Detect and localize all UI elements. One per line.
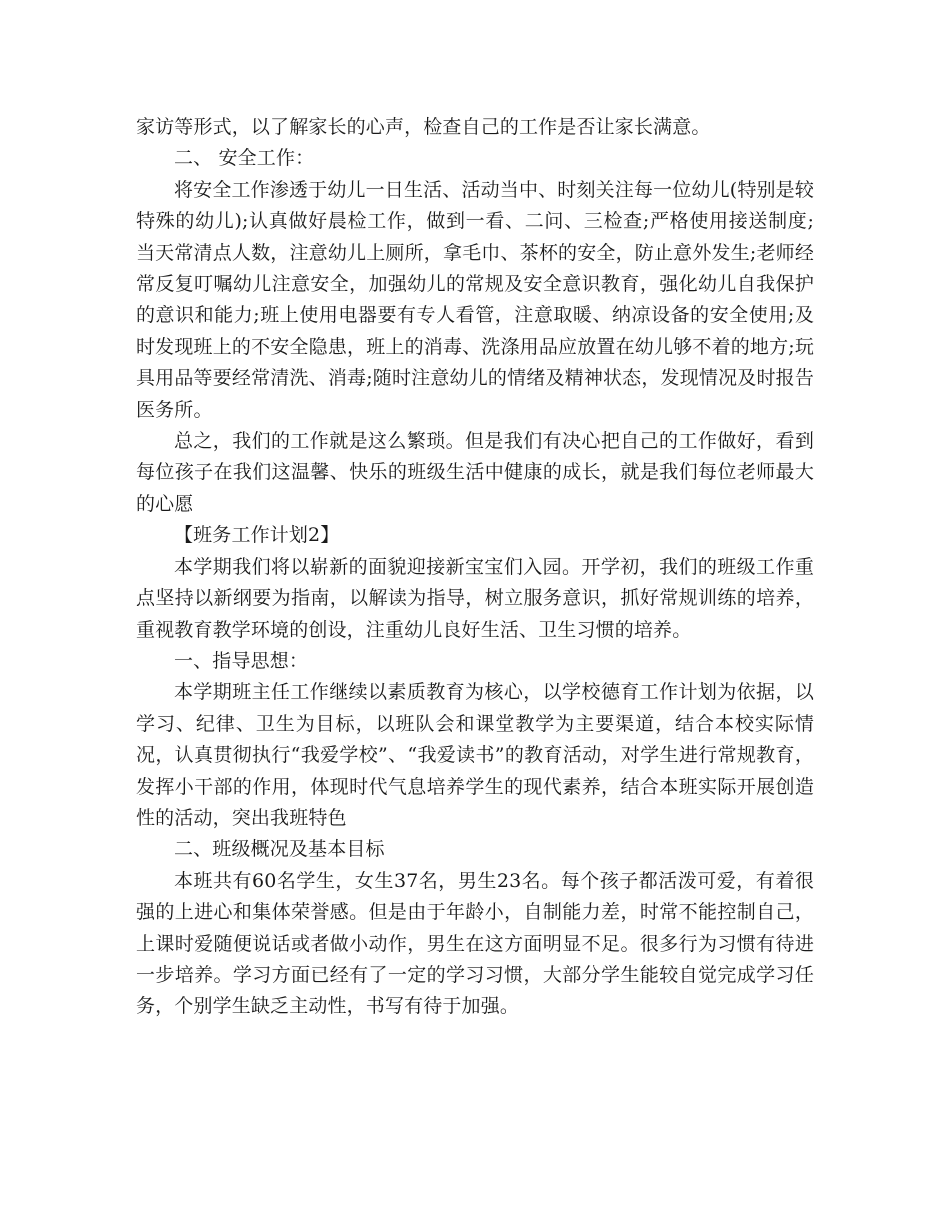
paragraph-class-overview: 本班共有60名学生，女生37名，男生23名。每个孩子都活泼可爱，有着很强的上进心和集体荣誉感。但是由于年龄小，自制能力差，时常不能控制自己，上课时爱随便说话或者做小动作，男生在这方面明显不足。很多行为习惯有待进一步培养。学习方面已经有了一定的学习习惯，大部分学生能较自觉完成学习任务，个别学生缺乏主动性，书写有待于加强。 — [136, 869, 814, 1018]
paragraph-guiding-ideology: 本学期班主任工作继续以素质教育为核心，以学校德育工作计划为依据，以学习、纪律、卫生为目标，以班队会和课堂教学为主要渠道，结合本校实际情况，认真贯彻执行“我爱学校”、“我爱读书”的教育活动，对学生进行常规教育，发挥小干部的作用，体现时代气息培养学生的现代素养，结合本班实际开展创造性的活动，突出我班特色 — [136, 681, 814, 829]
paragraph-safety-details: 将安全工作渗透于幼儿一日生活、活动当中、时刻关注每一位幼儿(特别是较特殊的幼儿);认真做好晨检工作，做到一看、二问、三检查;严格使用接送制度;当天常清点人数，注意幼儿上厕所，拿毛巾、茶杯的安全，防止意外发生;老师经常反复叮嘱幼儿注意安全，加强幼儿的常规及安全意识教育，强化幼儿自我保护的意识和能力;班上使用电器要有专人看管，注意取暖、纳凉设备的安全使用;及时发现班上的不安全隐患，班上的消毒、洗涤用品应放置在幼儿够不着的地方;玩具用品等要经常清洗、消毒;随时注意幼儿的情绪及精神状态，发现情况及时报告医务所。 — [136, 178, 814, 421]
paragraph-home-visit: 家访等形式，以了解家长的心声，检查自己的工作是否让家长满意。 — [136, 116, 711, 138]
paragraph-conclusion: 总之，我们的工作就是这么繁琐。但是我们有决心把自己的工作做好，看到每位孩子在我们这温馨、快乐的班级生活中健康的成长，就是我们每位老师最大的心愿 — [136, 430, 814, 515]
heading-guiding-ideology: 一、指导思想： — [174, 649, 309, 672]
document-body — [136, 112, 814, 1023]
paragraph-semester-intro: 本学期我们将以崭新的面貌迎接新宝宝们入园。开学初，我们的班级工作重点坚持以新纲要为指南，以解读为指导，树立服务意识，抓好常规训练的培养，重视教育教学环境的创设，注重幼儿良好生活、卫生习惯的培养。 — [136, 555, 814, 641]
heading-class-overview: 二、班级概况及基本目标 — [174, 838, 385, 861]
heading-class-plan-2: 【班务工作计划2】 — [174, 524, 340, 547]
heading-safety-work: 二、 安全工作： — [174, 147, 315, 170]
